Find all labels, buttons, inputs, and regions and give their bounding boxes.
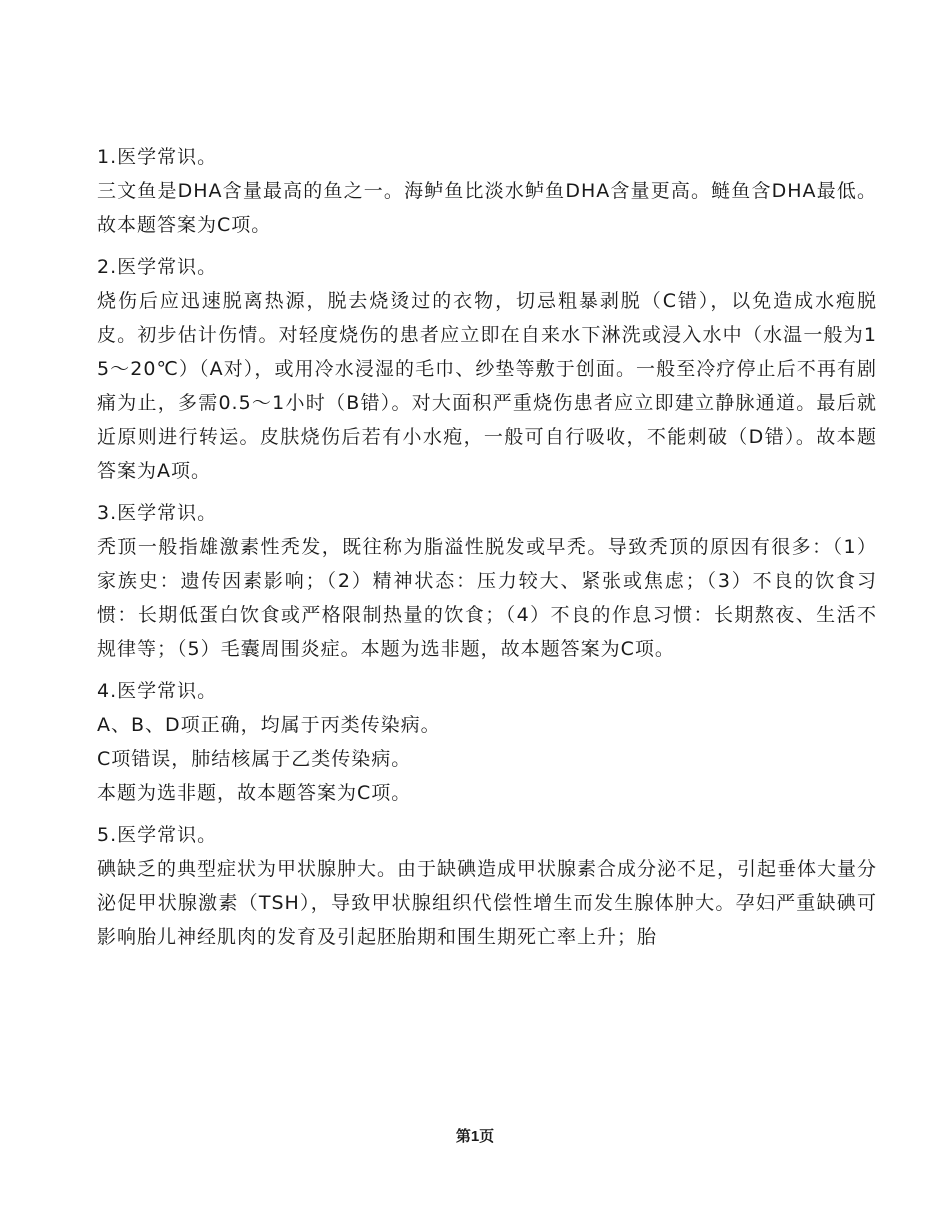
section-paragraph: 碘缺乏的典型症状为甲状腺肿大。由于缺碘造成甲状腺素合成分泌不足，引起垂体大量分泌促甲状腺激素（TSH），导致甲状腺组织代偿性增生而发生腺体肿大。孕妇严重缺碘可影响胎儿神经肌肉的发育及引起胚胎期和围生期死亡率上升；胎 [97,858,878,948]
section-paragraph: 秃顶一般指雄激素性秃发，既往称为脂溢性脱发或早秃。导致秃顶的原因有很多：（1）家族史：遗传因素影响；（2）精神状态：压力较大、紧张或焦虑；（3）不良的饮食习惯：长期低蛋白饮食或严格限制热量的饮食；（4）不良的作息习惯：长期熬夜、生活不规律等；（5）毛囊周围炎症。本题为选非题，故本题答案为C项。 [97,536,877,660]
answer-section-3 [97,496,877,666]
answer-section-2 [97,250,877,488]
section-heading: 1.医学常识。 [97,146,218,168]
answer-section-1 [97,140,877,242]
section-paragraph: A、B、D项正确，均属于丙类传染病。 [97,714,441,736]
section-heading: 2.医学常识。 [97,256,218,278]
section-paragraph: 本题为选非题，故本题答案为C项。 [97,782,412,804]
section-paragraph: C项错误，肺结核属于乙类传染病。 [97,748,412,770]
section-heading: 4.医学常识。 [97,680,218,702]
answer-section-5 [97,818,877,954]
section-paragraph: 三文鱼是DHA含量最高的鱼之一。海鲈鱼比淡水鲈鱼DHA含量更高。鲢鱼含DHA最低。故本题答案为C项。 [97,180,877,236]
section-paragraph: 烧伤后应迅速脱离热源，脱去烧烫过的衣物，切忌粗暴剥脱（C错），以免造成水疱脱皮。初步估计伤情。对轻度烧伤的患者应立即在自来水下淋洗或浸入水中（水温一般为15～20℃）（A对），或用冷水浸湿的毛巾、纱垫等敷于创面。一般至冷疗停止后不再有剧痛为止，多需0.5～1小时（B错）。对大面积严重烧伤患者应立即建立静脉通道。最后就近原则进行转运。皮肤烧伤后若有小水疱，一般可自行吸收，不能刺破（D错）。故本题答案为A项。 [97,290,877,482]
section-heading: 5.医学常识。 [97,824,218,846]
section-heading: 3.医学常识。 [97,502,218,524]
document-body [97,140,877,962]
page-number: 第1页 [455,1128,495,1145]
answer-section-4 [97,674,877,810]
